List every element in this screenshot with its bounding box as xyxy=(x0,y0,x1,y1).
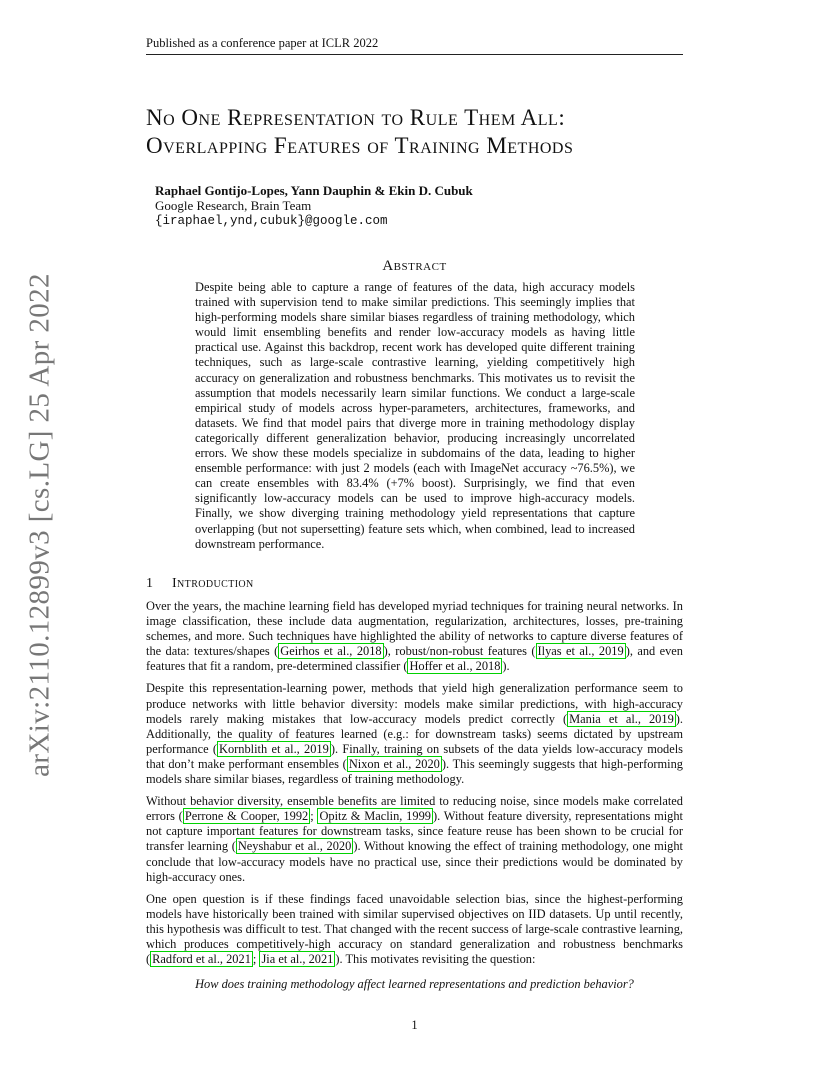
paragraph-text: Without behavior diversity, ensemble benefits are limited to reducing noise, since models make correlated errors ( xyxy=(146,794,683,824)
research-question: How does training methodology affect learned representations and prediction behavior? xyxy=(195,977,634,991)
paragraph-text: ; xyxy=(310,809,318,824)
paragraph-text: ). Additionally, the quality of features learned (e.g.: for downstream tasks) seems dictated by upstream performance ( xyxy=(146,711,683,756)
paragraph-text: ). xyxy=(502,659,510,674)
page-number: 1 xyxy=(411,1018,418,1032)
section-title: Introduction xyxy=(172,576,254,591)
citation-link[interactable]: Neyshabur et al., 2020 xyxy=(237,839,352,854)
section-heading-introduction xyxy=(146,576,254,592)
citation-link[interactable]: Perrone & Cooper, 1992 xyxy=(184,809,309,824)
title-line-2: Overlapping Features of Training Methods xyxy=(146,133,574,158)
section-number: 1 xyxy=(146,576,154,591)
citation-link[interactable]: Geirhos et al., 2018 xyxy=(280,644,382,659)
citation-link[interactable]: Radford et al., 2021 xyxy=(152,952,251,967)
citation-link[interactable]: Opitz & Maclin, 1999 xyxy=(319,809,431,824)
conference-header: Published as a conference paper at ICLR 2022 xyxy=(146,36,683,55)
paragraph-text: ). Without knowing the effect of training methodology, one might conclude that low-accuracy models have no practical use, since their predictions would be dominated by high-accuracy ones. xyxy=(146,839,683,884)
paragraph-text: ; xyxy=(252,952,260,967)
paragraph-text: ). Without feature diversity, representations might not capture important features for downstream tasks, since feature reuse has been shown to be crucial for transfer learning ( xyxy=(146,809,683,854)
paragraph-text: ). Finally, training on subsets of the data yields low-accuracy models that don’t make performant ensembles ( xyxy=(146,741,683,771)
citation-link[interactable]: Jia et al., 2021 xyxy=(261,952,334,967)
paragraph-text: ), robust/non-robust features ( xyxy=(383,644,536,659)
author-emails: {iraphael,ynd,cubuk}@google.com xyxy=(155,214,388,228)
introduction-body xyxy=(146,599,683,974)
intro-paragraph-1 xyxy=(146,599,683,674)
title-line-1: No One Representation to Rule Them All: xyxy=(146,105,566,130)
intro-paragraph-4 xyxy=(146,892,683,967)
arxiv-identifier[interactable] xyxy=(20,273,60,777)
paragraph-text: One open question is if these findings faced unavoidable selection bias, since the highest-performing models have historically been trained with similar supervised objectives on IID datasets. Up until recently, this hypothesis was difficult to test. That changed with the recent success of large-scale contrastive learning, which produces competitively-high accuracy on standard generalization and robustness benchmarks ( xyxy=(146,891,683,967)
paper-title xyxy=(146,104,706,160)
intro-paragraph-3 xyxy=(146,794,683,885)
abstract-text: Despite being able to capture a range of features of the data, high accuracy models trained with supervision tend to make similar predictions. This seemingly implies that high-performing models share similar biases regardless of training methodology, which would limit ensembling benefits and render low-accuracy models as having little practical use. Against this backdrop, recent work has developed quite different training techniques, such as large-scale contrastive learning, yielding competitively high accuracy on generalization and robustness benchmarks. This motivates us to revisit the assumption that models necessarily learn similar functions. We conduct a large-scale empirical study of models across hyper-parameters, architectures, frameworks, and datasets. We find that model pairs that diverge more in training methodology display categorically different generalization behavior, producing increasingly uncorrelated errors. We show these models specialize in subdomains of the data, leading to higher ensemble performance: with just 2 models (each with ImageNet accuracy ~76.5%), we can create ensembles with 83.4% (+7% boost). Surprisingly, we find that even significantly low-accuracy models can be used to improve high-accuracy models. Finally, we show diverging training methodology yield representations that capture overlapping (but not supersetting) feature sets which, when combined, lead to increased downstream performance. xyxy=(195,280,635,551)
affiliation: Google Research, Brain Team xyxy=(155,198,312,213)
authors: Raphael Gontijo-Lopes, Yann Dauphin & Ekin D. Cubuk xyxy=(155,183,473,198)
paragraph-text: ), and even features that fit a random, pre-determined classifier ( xyxy=(146,644,684,674)
paragraph-text: Despite this representation-learning power, methods that yield high generalization performance seem to produce networks with little behavior diversity: models make similar predictions, with high-accuracy models rarely making mistakes that low-accuracy models predict correctly ( xyxy=(146,681,683,726)
citation-link[interactable]: Ilyas et al., 2019 xyxy=(537,644,624,659)
citation-link[interactable]: Mania et al., 2019 xyxy=(569,711,674,726)
abstract-heading: Abstract xyxy=(382,258,447,274)
citation-link[interactable]: Kornblith et al., 2019 xyxy=(219,741,329,756)
citation-link[interactable]: Nixon et al., 2020 xyxy=(348,756,440,771)
intro-paragraph-2 xyxy=(146,681,683,787)
paragraph-text: ). This motivates revisiting the question: xyxy=(335,952,536,967)
citation-link[interactable]: Hoffer et al., 2018 xyxy=(409,659,501,674)
paragraph-text: ). This seemingly suggests that high-performing models share similar biases, regardless of training methodology. xyxy=(146,756,683,787)
arxiv-identifier-text: arXiv:2110.12899v3 [cs.LG] 25 Apr 2022 xyxy=(23,273,56,777)
paragraph-text: Over the years, the machine learning field has developed myriad techniques for training neural networks. In image classification, these include data augmentation, regularization, architectures, losses, pre-training schemes, and more. Such techniques have highlighted the ability of networks to capture diverse features of the data: textures/shapes ( xyxy=(146,599,683,659)
